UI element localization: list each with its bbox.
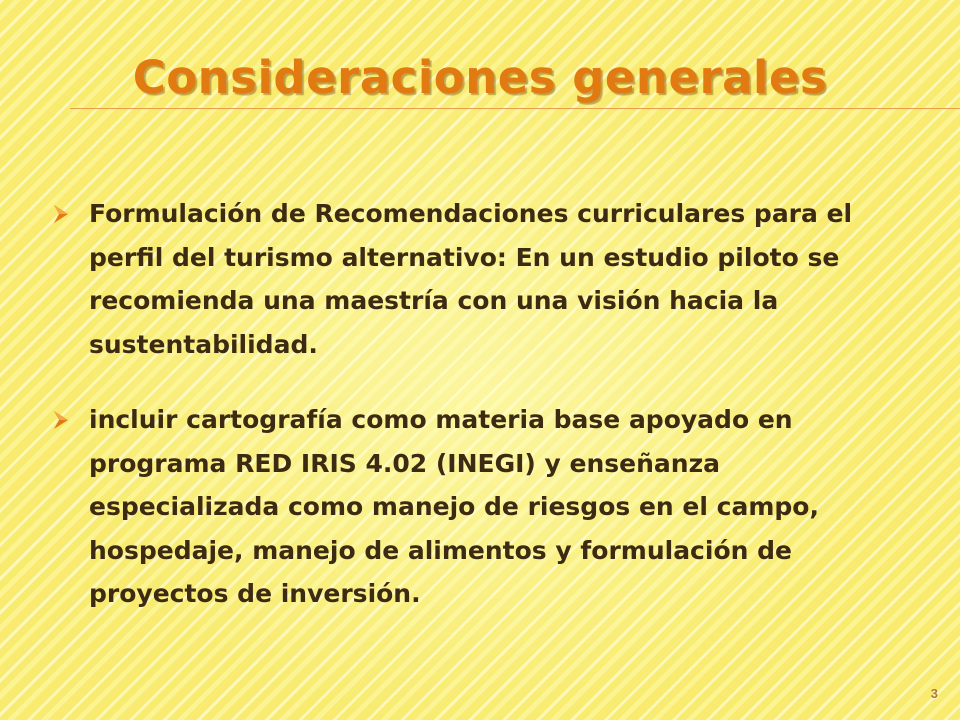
slide-number: 3 xyxy=(930,686,938,701)
slide-title: Consideraciones generales xyxy=(132,51,828,104)
bullet-text: Formulación de Recomendaciones curriculares para el perfil del turismo alternativo: En un estudio piloto se recomienda una maestría con una visión hacia la sustentabilidad. xyxy=(89,199,853,359)
bullet-item xyxy=(52,398,912,616)
title-underline-rule xyxy=(70,108,960,109)
bullet-text: incluir cartografía como materia base apoyado en programa RED IRIS 4.02 (INEGI) y enseñanza especializada como manejo de riesgos en el campo, hospedaje, manejo de alimentos y formulación de proyectos de inversión. xyxy=(89,405,819,608)
arrowhead-bullet-icon xyxy=(52,202,70,226)
bullet-item xyxy=(52,192,912,366)
bullet-list xyxy=(52,192,912,648)
arrowhead-bullet-icon xyxy=(52,408,70,432)
